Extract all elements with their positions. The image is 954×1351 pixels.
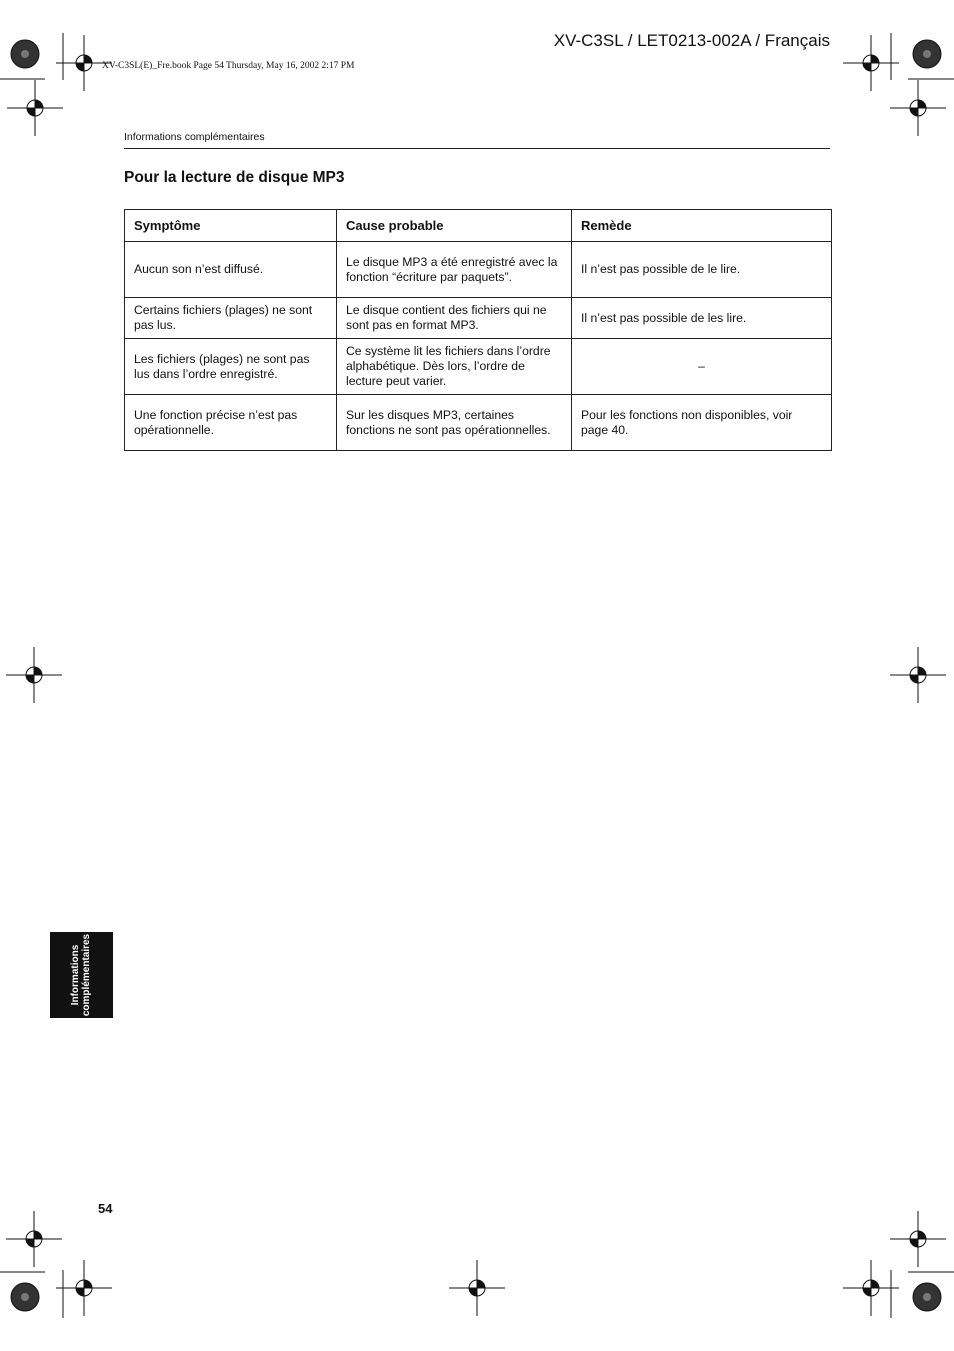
book-info: XV-C3SL(E)_Fre.book Page 54 Thursday, May 16, 2002 2:17 PM — [102, 61, 355, 71]
cause-cell: Sur les disques MP3, certaines fonctions ne sont pas opérationnelles. — [337, 395, 572, 451]
table-row — [125, 395, 832, 451]
registration-mark-left — [6, 647, 62, 703]
running-header: Informations complémentaires — [124, 131, 265, 143]
troubleshooting-table — [124, 209, 832, 451]
column-header-symptom: Symptôme — [125, 210, 337, 242]
side-tab-line-1: Informations — [70, 944, 81, 1006]
symptom-cell: Aucun son n’est diffusé. — [125, 242, 337, 298]
crop-mark-top-left — [0, 33, 112, 136]
crop-mark-bottom-right — [843, 1211, 954, 1318]
registration-mark-bottom — [449, 1260, 505, 1316]
cause-cell: Le disque contient des fichiers qui ne sont pas en format MP3. — [337, 298, 572, 339]
page-number: 54 — [98, 1201, 113, 1216]
remedy-cell: Pour les fonctions non disponibles, voir page 40. — [572, 395, 832, 451]
side-tab-label — [70, 934, 92, 1016]
side-tab — [50, 932, 113, 1018]
table-row — [125, 242, 832, 298]
crop-mark-bottom-left — [0, 1211, 112, 1318]
section-title: Pour la lecture de disque MP3 — [124, 169, 345, 186]
side-tab-line-2: complémentaires — [81, 933, 92, 1017]
symptom-cell: Les fichiers (plages) ne sont pas lus dans l’ordre enregistré. — [125, 339, 337, 395]
remedy-cell: Il n’est pas possible de les lire. — [572, 298, 832, 339]
header-rule — [124, 148, 830, 149]
table-row — [125, 339, 832, 395]
symptom-cell: Certains fichiers (plages) ne sont pas lus. — [125, 298, 337, 339]
remedy-cell: – — [572, 339, 832, 395]
column-header-remedy: Remède — [572, 210, 832, 242]
table-header-row — [125, 210, 832, 242]
column-header-cause: Cause probable — [337, 210, 572, 242]
table-row — [125, 298, 832, 339]
cause-cell: Ce système lit les fichiers dans l’ordre alphabétique. Dès lors, l’ordre de lecture peut varier. — [337, 339, 572, 395]
symptom-cell: Une fonction précise n’est pas opérationnelle. — [125, 395, 337, 451]
registration-mark-right — [890, 647, 946, 703]
cause-cell: Le disque MP3 a été enregistré avec la fonction “écriture par paquets”. — [337, 242, 572, 298]
remedy-cell: Il n’est pas possible de le lire. — [572, 242, 832, 298]
document-title: XV-C3SL / LET0213-002A / Français — [553, 31, 830, 50]
crop-mark-top-right — [843, 33, 954, 136]
